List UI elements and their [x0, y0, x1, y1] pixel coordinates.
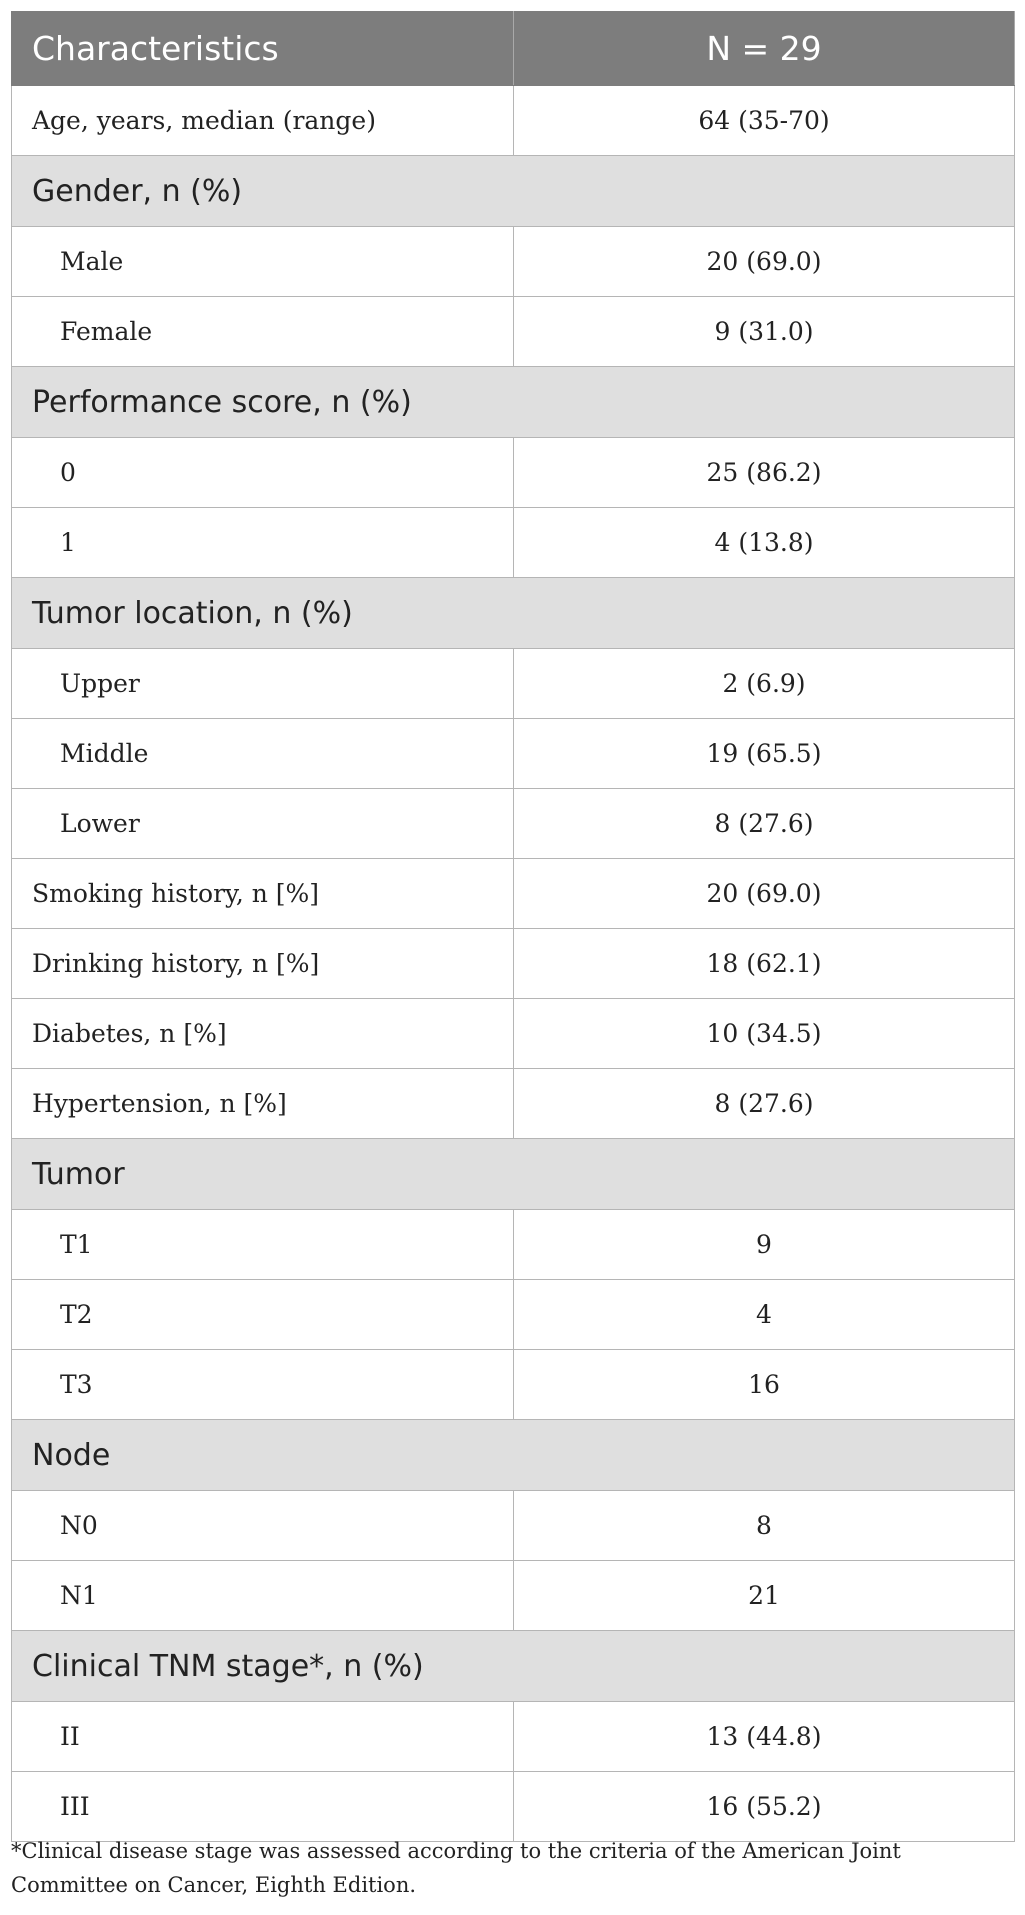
section-header-row [12, 367, 1015, 438]
row-value: 4 [514, 1280, 1015, 1350]
row-label: Drinking history, n [%] [12, 929, 514, 999]
table-row [12, 227, 1015, 297]
row-label: Male [12, 227, 514, 297]
section-header-row [12, 1631, 1015, 1702]
table-row [12, 1491, 1015, 1561]
row-value: 16 [514, 1350, 1015, 1420]
section-header-label: Tumor [12, 1139, 1015, 1210]
row-value: 21 [514, 1561, 1015, 1631]
table-row [12, 438, 1015, 508]
row-value: 10 (34.5) [514, 999, 1015, 1069]
row-value: 8 (27.6) [514, 789, 1015, 859]
section-header-row [12, 156, 1015, 227]
row-value: 19 (65.5) [514, 719, 1015, 789]
row-label: T3 [12, 1350, 514, 1420]
section-header-label: Tumor location, n (%) [12, 578, 1015, 649]
section-header-label: Performance score, n (%) [12, 367, 1015, 438]
table-row [12, 1069, 1015, 1139]
table-row [12, 1702, 1015, 1772]
table-row [12, 999, 1015, 1069]
row-value: 20 (69.0) [514, 859, 1015, 929]
row-value: 20 (69.0) [514, 227, 1015, 297]
characteristics-table-container [11, 11, 1014, 1842]
row-label: Lower [12, 789, 514, 859]
section-header-row [12, 1420, 1015, 1491]
characteristics-table [11, 11, 1015, 1842]
row-label: N0 [12, 1491, 514, 1561]
table-row [12, 1350, 1015, 1420]
row-value: 8 [514, 1491, 1015, 1561]
section-header-row [12, 1139, 1015, 1210]
table-row [12, 1772, 1015, 1842]
section-header-row [12, 578, 1015, 649]
row-label: Upper [12, 649, 514, 719]
table-row [12, 859, 1015, 929]
section-header-label: Node [12, 1420, 1015, 1491]
row-value: 16 (55.2) [514, 1772, 1015, 1842]
row-label: 0 [12, 438, 514, 508]
table-header-row [12, 12, 1015, 86]
row-label: Middle [12, 719, 514, 789]
section-header-label: Clinical TNM stage*, n (%) [12, 1631, 1015, 1702]
table-row [12, 1561, 1015, 1631]
table-row [12, 719, 1015, 789]
table-body [12, 86, 1015, 1842]
table-row [12, 929, 1015, 999]
table-row [12, 649, 1015, 719]
table-row [12, 1210, 1015, 1280]
row-label: T1 [12, 1210, 514, 1280]
header-characteristics: Characteristics [12, 12, 514, 86]
section-header-label: Gender, n (%) [12, 156, 1015, 227]
table-row [12, 508, 1015, 578]
row-value: 9 (31.0) [514, 297, 1015, 367]
row-label: Hypertension, n [%] [12, 1069, 514, 1139]
row-label: 1 [12, 508, 514, 578]
header-count: N = 29 [514, 12, 1015, 86]
row-value: 25 (86.2) [514, 438, 1015, 508]
row-value: 9 [514, 1210, 1015, 1280]
row-label: T2 [12, 1280, 514, 1350]
row-label: Smoking history, n [%] [12, 859, 514, 929]
row-value: 13 (44.8) [514, 1702, 1015, 1772]
row-value: 2 (6.9) [514, 649, 1015, 719]
row-label: N1 [12, 1561, 514, 1631]
table-row [12, 1280, 1015, 1350]
table-row [12, 297, 1015, 367]
row-label: Age, years, median (range) [12, 86, 514, 156]
row-label: Female [12, 297, 514, 367]
row-label: II [12, 1702, 514, 1772]
row-value: 18 (62.1) [514, 929, 1015, 999]
row-value: 64 (35-70) [514, 86, 1015, 156]
row-value: 8 (27.6) [514, 1069, 1015, 1139]
table-footnote: *Clinical disease stage was assessed according to the criteria of the American Joint Committee on Cancer, Eighth Edition. [11, 1839, 901, 1897]
table-row [12, 86, 1015, 156]
row-label: Diabetes, n [%] [12, 999, 514, 1069]
row-value: 4 (13.8) [514, 508, 1015, 578]
row-label: III [12, 1772, 514, 1842]
table-row [12, 789, 1015, 859]
